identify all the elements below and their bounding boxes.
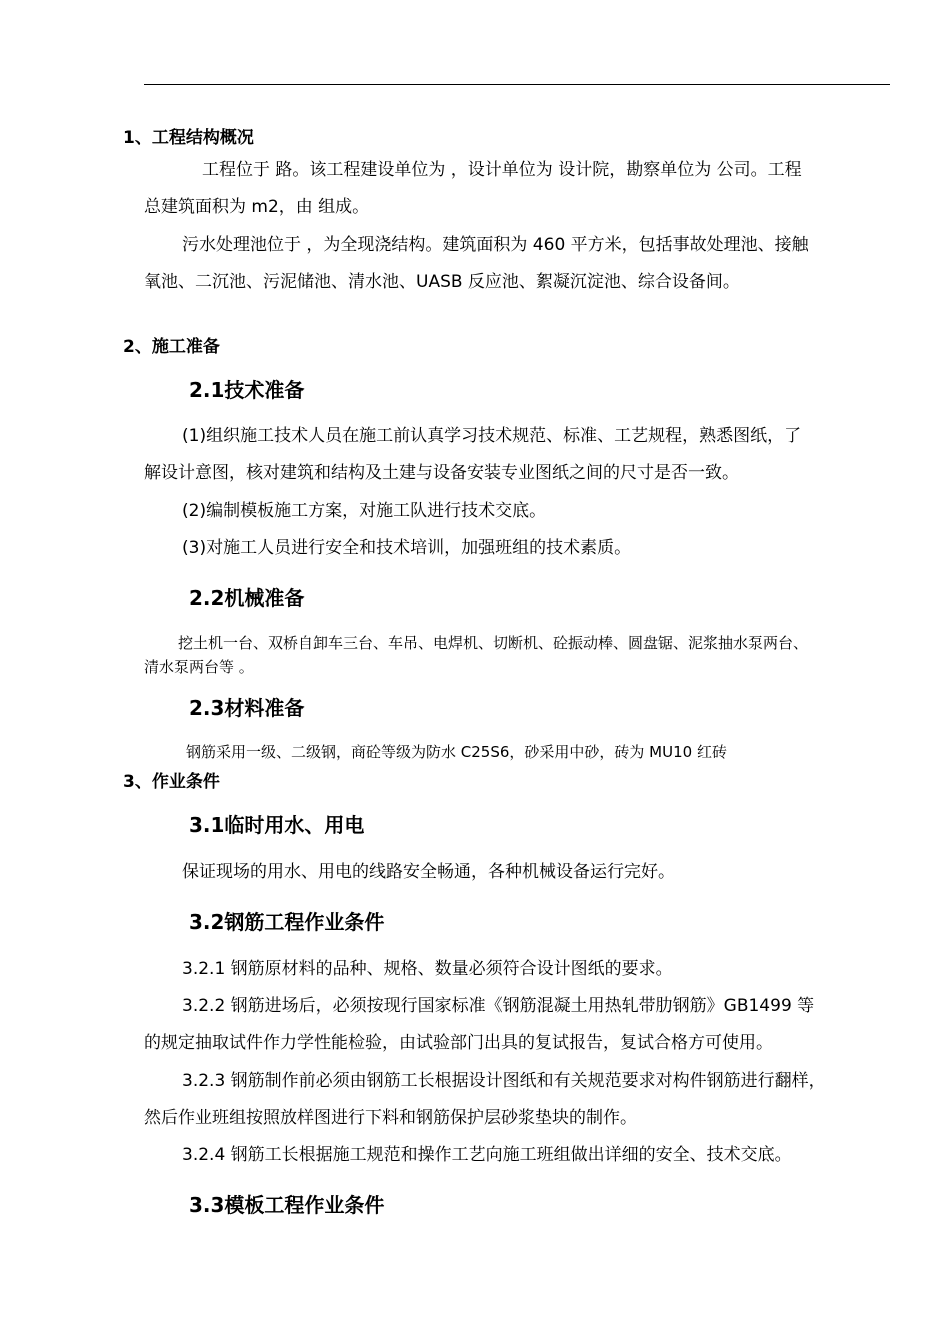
paragraph-line: 3.2.3 钢筋制作前必须由钢筋工长根据设计图纸和有关规范要求对构件钢筋进行翻样，	[182, 1071, 826, 1091]
paragraph-line: 然后作业班组按照放样图进行下料和钢筋保护层砂浆垫块的制作。	[144, 1108, 637, 1128]
paragraph-line: 3.2.1 钢筋原材料的品种、规格、数量必须符合设计图纸的要求。	[182, 959, 673, 979]
subsection-heading-3-3: 3.3模板工程作业条件	[189, 1193, 385, 1217]
paragraph-line: 挖土机一台、双桥自卸车三台、车吊、电焊机、切断机、砼振动棒、圆盘锯、泥浆抽水泵两台、	[178, 634, 809, 652]
subsection-heading-2-3: 2.3材料准备	[189, 696, 305, 720]
subsection-heading-3-2: 3.2钢筋工程作业条件	[189, 910, 385, 934]
paragraph-line: 解设计意图，核对建筑和结构及土建与设备安装专业图纸之间的尺寸是否一致。	[144, 463, 739, 483]
section-heading-2: 2、施工准备	[123, 337, 220, 357]
paragraph-line: 的规定抽取试件作力学性能检验，由试验部门出具的复试报告，复试合格方可使用。	[144, 1033, 773, 1053]
paragraph-line: 工程位于 路。该工程建设单位为 ，设计单位为 设计院，勘察单位为 公司。工程	[202, 160, 802, 180]
paragraph-line: 总建筑面积为 m2，由 组成。	[144, 197, 370, 217]
paragraph-line: (2)编制模板施工方案，对施工队进行技术交底。	[182, 501, 547, 521]
paragraph-line: 3.2.2 钢筋进场后，必须按现行国家标准《钢筋混凝土用热轧带肋钢筋》GB1499 等	[182, 996, 815, 1016]
subsection-heading-2-2: 2.2机械准备	[189, 586, 305, 610]
paragraph-line: 清水泵两台等 。	[144, 658, 254, 676]
subsection-heading-3-1: 3.1临时用水、用电	[189, 813, 365, 837]
section-heading-3: 3、作业条件	[123, 772, 220, 792]
paragraph-line: 保证现场的用水、用电的线路安全畅通，各种机械设备运行完好。	[182, 862, 675, 882]
paragraph-line: 氧池、二沉池、污泥储池、清水池、UASB 反应池、絮凝沉淀池、综合设备间。	[144, 272, 740, 292]
header-rule	[144, 84, 890, 85]
subsection-heading-2-1: 2.1技术准备	[189, 378, 305, 402]
paragraph-line: (3)对施工人员进行安全和技术培训，加强班组的技术素质。	[182, 538, 632, 558]
paragraph-line: 3.2.4 钢筋工长根据施工规范和操作工艺向施工班组做出详细的安全、技术交底。	[182, 1145, 792, 1165]
paragraph-line: (1)组织施工技术人员在施工前认真学习技术规范、标准、工艺规程，熟悉图纸，了	[182, 426, 802, 446]
section-heading-1: 1、工程结构概况	[123, 128, 254, 148]
paragraph-line: 污水处理池位于 ，为全现浇结构。建筑面积为 460 平方米，包括事故处理池、接触	[182, 235, 809, 255]
paragraph-line: 钢筋采用一级、二级钢，商砼等级为防水 C25S6，砂采用中砂，砖为 MU10 红砖	[186, 743, 727, 761]
